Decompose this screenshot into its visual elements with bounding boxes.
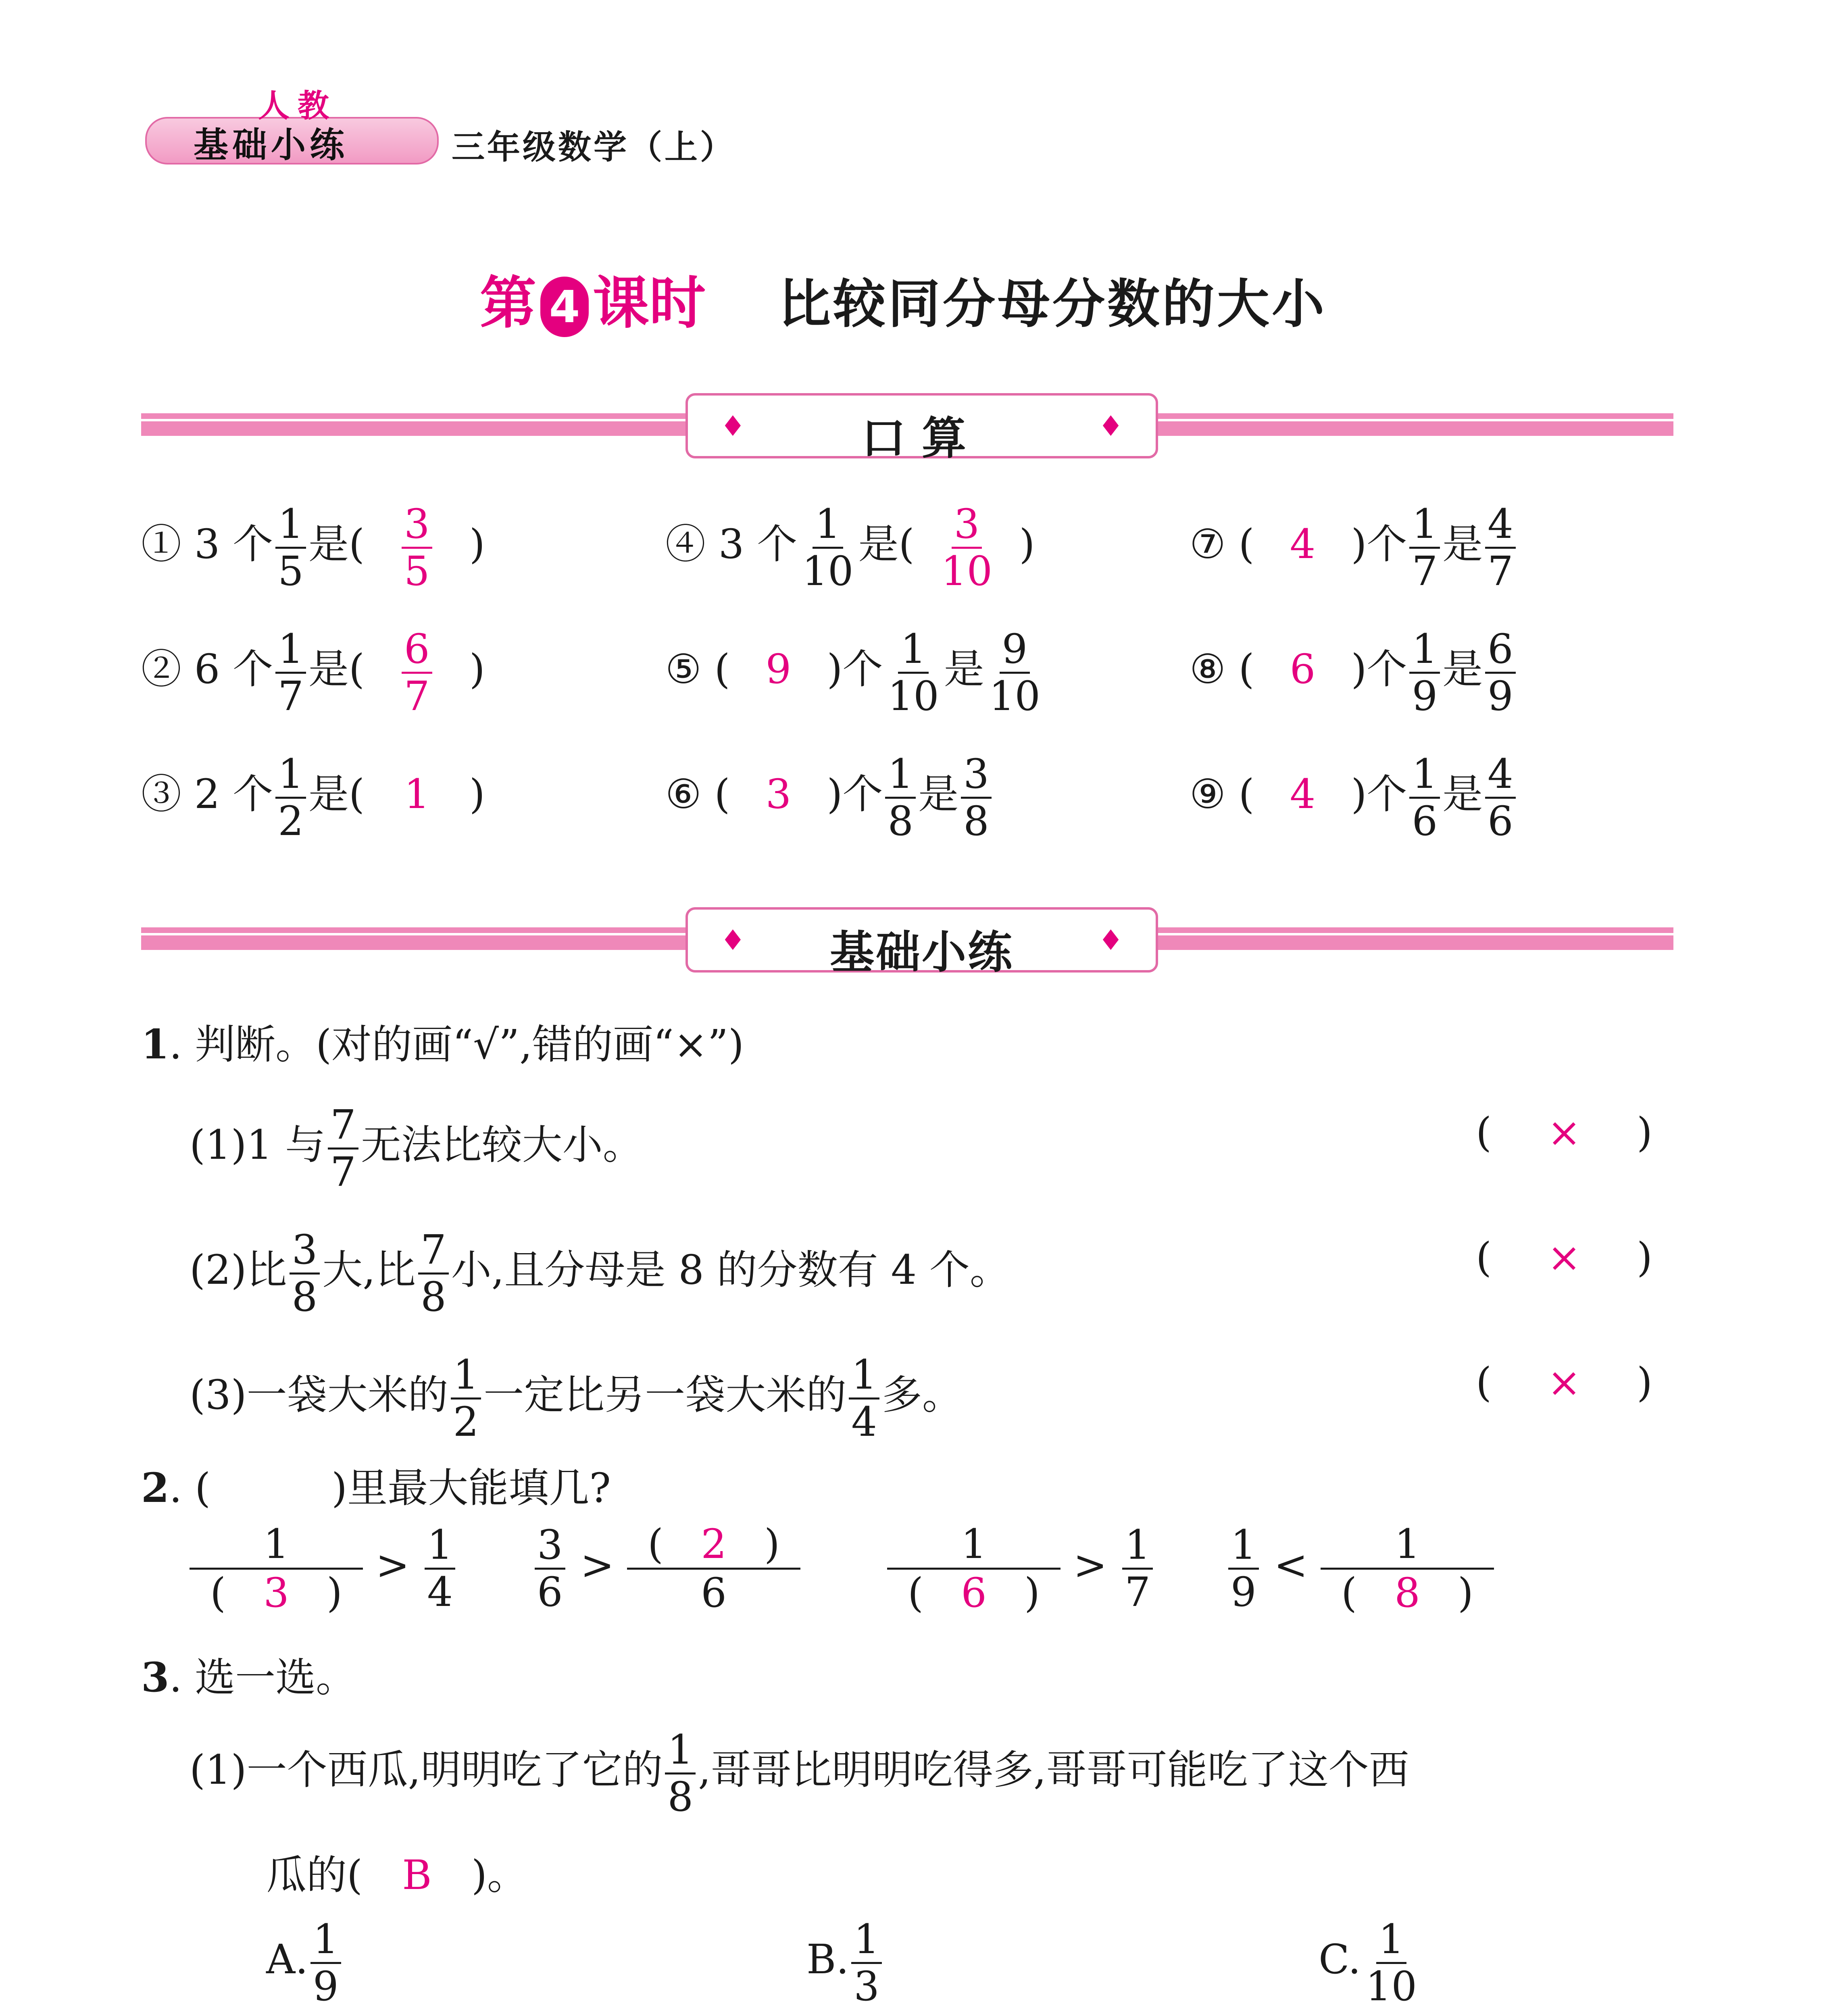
- logo-main-text: 基础小练: [194, 125, 348, 165]
- oral-item-6: ⑥ ( 3 )个 $\frac{1}{8}$ 是 $\frac{3}{8}$: [665, 754, 994, 841]
- lesson-badge: [480, 258, 706, 339]
- section-header-oral: [685, 393, 1158, 464]
- logo-sub-text: 人教: [258, 88, 338, 124]
- question-2-stem: 2. ( )里最大能填几?: [141, 1464, 611, 1512]
- oral-item-4: ④ 3 个 $\frac{1}{10}$ 是( $\frac{3}{10}$ ): [665, 500, 1035, 595]
- answer-fraction: $\frac{6}{7}$: [402, 629, 432, 716]
- q1-answer-3: ( × ): [1476, 1359, 1653, 1406]
- lesson-suffix: 课时: [593, 271, 706, 336]
- lesson-prefix: 第: [480, 271, 537, 336]
- book-title: 三年级数学（上）: [452, 128, 736, 167]
- lesson-title: 比较同分母分数的大小: [778, 273, 1327, 335]
- fraction: $\frac{1}{7}$: [1409, 504, 1440, 591]
- q2-item-3: $\frac{1}{( 6 )}$ > $\frac{1}{7}$: [887, 1524, 1155, 1613]
- oral-item-7: ⑦ ( 4 )个 $\frac{1}{7}$ 是 $\frac{4}{7}$: [1190, 504, 1518, 591]
- answer: 3: [765, 771, 792, 818]
- fraction: $\frac{3}{8}$: [961, 754, 992, 841]
- item-mark: ③: [141, 771, 181, 818]
- fraction: $\frac{1}{7}$: [275, 629, 306, 716]
- answer-fraction: $\frac{3}{5}$: [402, 504, 432, 591]
- item-mark: ②: [141, 646, 181, 693]
- fraction: $\frac{4}{6}$: [1485, 754, 1516, 841]
- q3-p1-option-c: C. $\frac{1}{10}$: [1319, 1916, 1417, 2010]
- q3-p1-option-b: B. $\frac{1}{3}$: [806, 1919, 884, 2007]
- q1-answer-1: ( × ): [1476, 1109, 1653, 1156]
- item-mark: ⑨: [1190, 771, 1226, 818]
- fraction: $\frac{1}{9}$: [1409, 629, 1440, 716]
- q1-answer-2: ( × ): [1476, 1234, 1653, 1281]
- answer: 4: [1290, 521, 1316, 568]
- section-title-oral: 口算: [861, 412, 982, 464]
- q2-item-4: $\frac{1}{9}$ < $\frac{1}{( 8 )}$: [1226, 1524, 1494, 1613]
- fraction: $\frac{1}{10}$: [888, 625, 939, 720]
- item-mark: ④: [665, 521, 706, 568]
- question-number: 3: [141, 1654, 169, 1701]
- answer: 4: [1290, 771, 1316, 818]
- item-text: 3 个: [194, 521, 273, 568]
- fraction: $\frac{1}{8}$: [885, 754, 916, 841]
- diamond-icon: ♦: [1098, 410, 1123, 443]
- fraction: $\frac{6}{9}$: [1485, 629, 1516, 716]
- q3-part-1-line-2: 瓜的( B )。: [266, 1851, 528, 1899]
- question-3-stem: 3. 选一选。: [141, 1654, 356, 1701]
- fraction: $\frac{1}{10}$: [802, 500, 854, 595]
- question-number: 1: [141, 1020, 169, 1068]
- answer: 6: [1290, 646, 1316, 693]
- oral-item-2: ② 6 个 $\frac{1}{7}$ 是( $\frac{6}{7}$ ): [141, 625, 485, 720]
- q1-item-2: (2)比 $\frac{3}{8}$ 大,比 $\frac{7}{8}$ 小,且分母是 8 的分数有 4 个。: [190, 1226, 1010, 1320]
- diamond-icon: ♦: [1098, 924, 1123, 957]
- answer-fraction: $\frac{3}{10}$: [941, 500, 993, 595]
- oral-item-9: ⑨ ( 4 )个 $\frac{1}{6}$ 是 $\frac{4}{6}$: [1190, 754, 1518, 841]
- q1-item-1: (1)1 与 $\frac{7}{7}$ 无法比较大小。: [190, 1101, 643, 1195]
- oral-item-3: ③ 2 个 $\frac{1}{2}$ 是( 1 ): [141, 750, 485, 845]
- series-logo: [137, 77, 444, 177]
- lesson-number: 4: [540, 277, 589, 337]
- q2-item-1: $\frac{1}{( 3 )}$ > $\frac{1}{4}$: [190, 1524, 458, 1613]
- item-mark: ①: [141, 521, 181, 568]
- fraction: $\frac{1}{2}$: [275, 754, 306, 841]
- question-number: 2: [141, 1464, 169, 1512]
- q3-p1-option-a: A. $\frac{1}{9}$: [266, 1919, 344, 2007]
- fraction: $\frac{1}{6}$: [1409, 754, 1440, 841]
- item-mark: ⑥: [665, 771, 702, 818]
- oral-item-1: ① 3 个 $\frac{1}{5}$ 是( $\frac{3}{5}$ ): [141, 500, 485, 595]
- diamond-icon: ♦: [720, 924, 746, 957]
- item-mark: ⑧: [1190, 646, 1226, 693]
- q3-part-1-line-1: (1)一个西瓜,明明吃了它的 $\frac{1}{8}$ ,哥哥比明明吃得多,哥哥可能吃了这个西: [190, 1726, 1409, 1820]
- item-mark: ⑦: [1190, 521, 1226, 568]
- item-mark: ⑤: [665, 646, 702, 693]
- fraction: $\frac{4}{7}$: [1485, 504, 1516, 591]
- answer: 9: [765, 646, 792, 693]
- oral-item-8: ⑧ ( 6 )个 $\frac{1}{9}$ 是 $\frac{6}{9}$: [1190, 629, 1518, 716]
- oral-item-5: ⑤ ( 9 )个 $\frac{1}{10}$ 是 $\frac{9}{10}$: [665, 629, 1045, 716]
- answer: 1: [404, 771, 430, 818]
- question-1-stem: 1. 判断。(对的画“√”,错的画“×”): [141, 1020, 744, 1068]
- fraction: $\frac{9}{10}$: [989, 625, 1040, 720]
- diamond-icon: ♦: [720, 410, 746, 443]
- section-title-practice: 基础小练: [830, 927, 1014, 978]
- q2-item-2: $\frac{3}{6}$ > $\frac{( 2 )}{6}$: [532, 1524, 800, 1613]
- fraction: $\frac{1}{5}$: [275, 504, 306, 591]
- q1-item-3: (3)一袋大米的 $\frac{1}{2}$ 一定比另一袋大米的 $\frac{1}{4}$ 多。: [190, 1351, 963, 1445]
- section-header-practice: [685, 907, 1158, 978]
